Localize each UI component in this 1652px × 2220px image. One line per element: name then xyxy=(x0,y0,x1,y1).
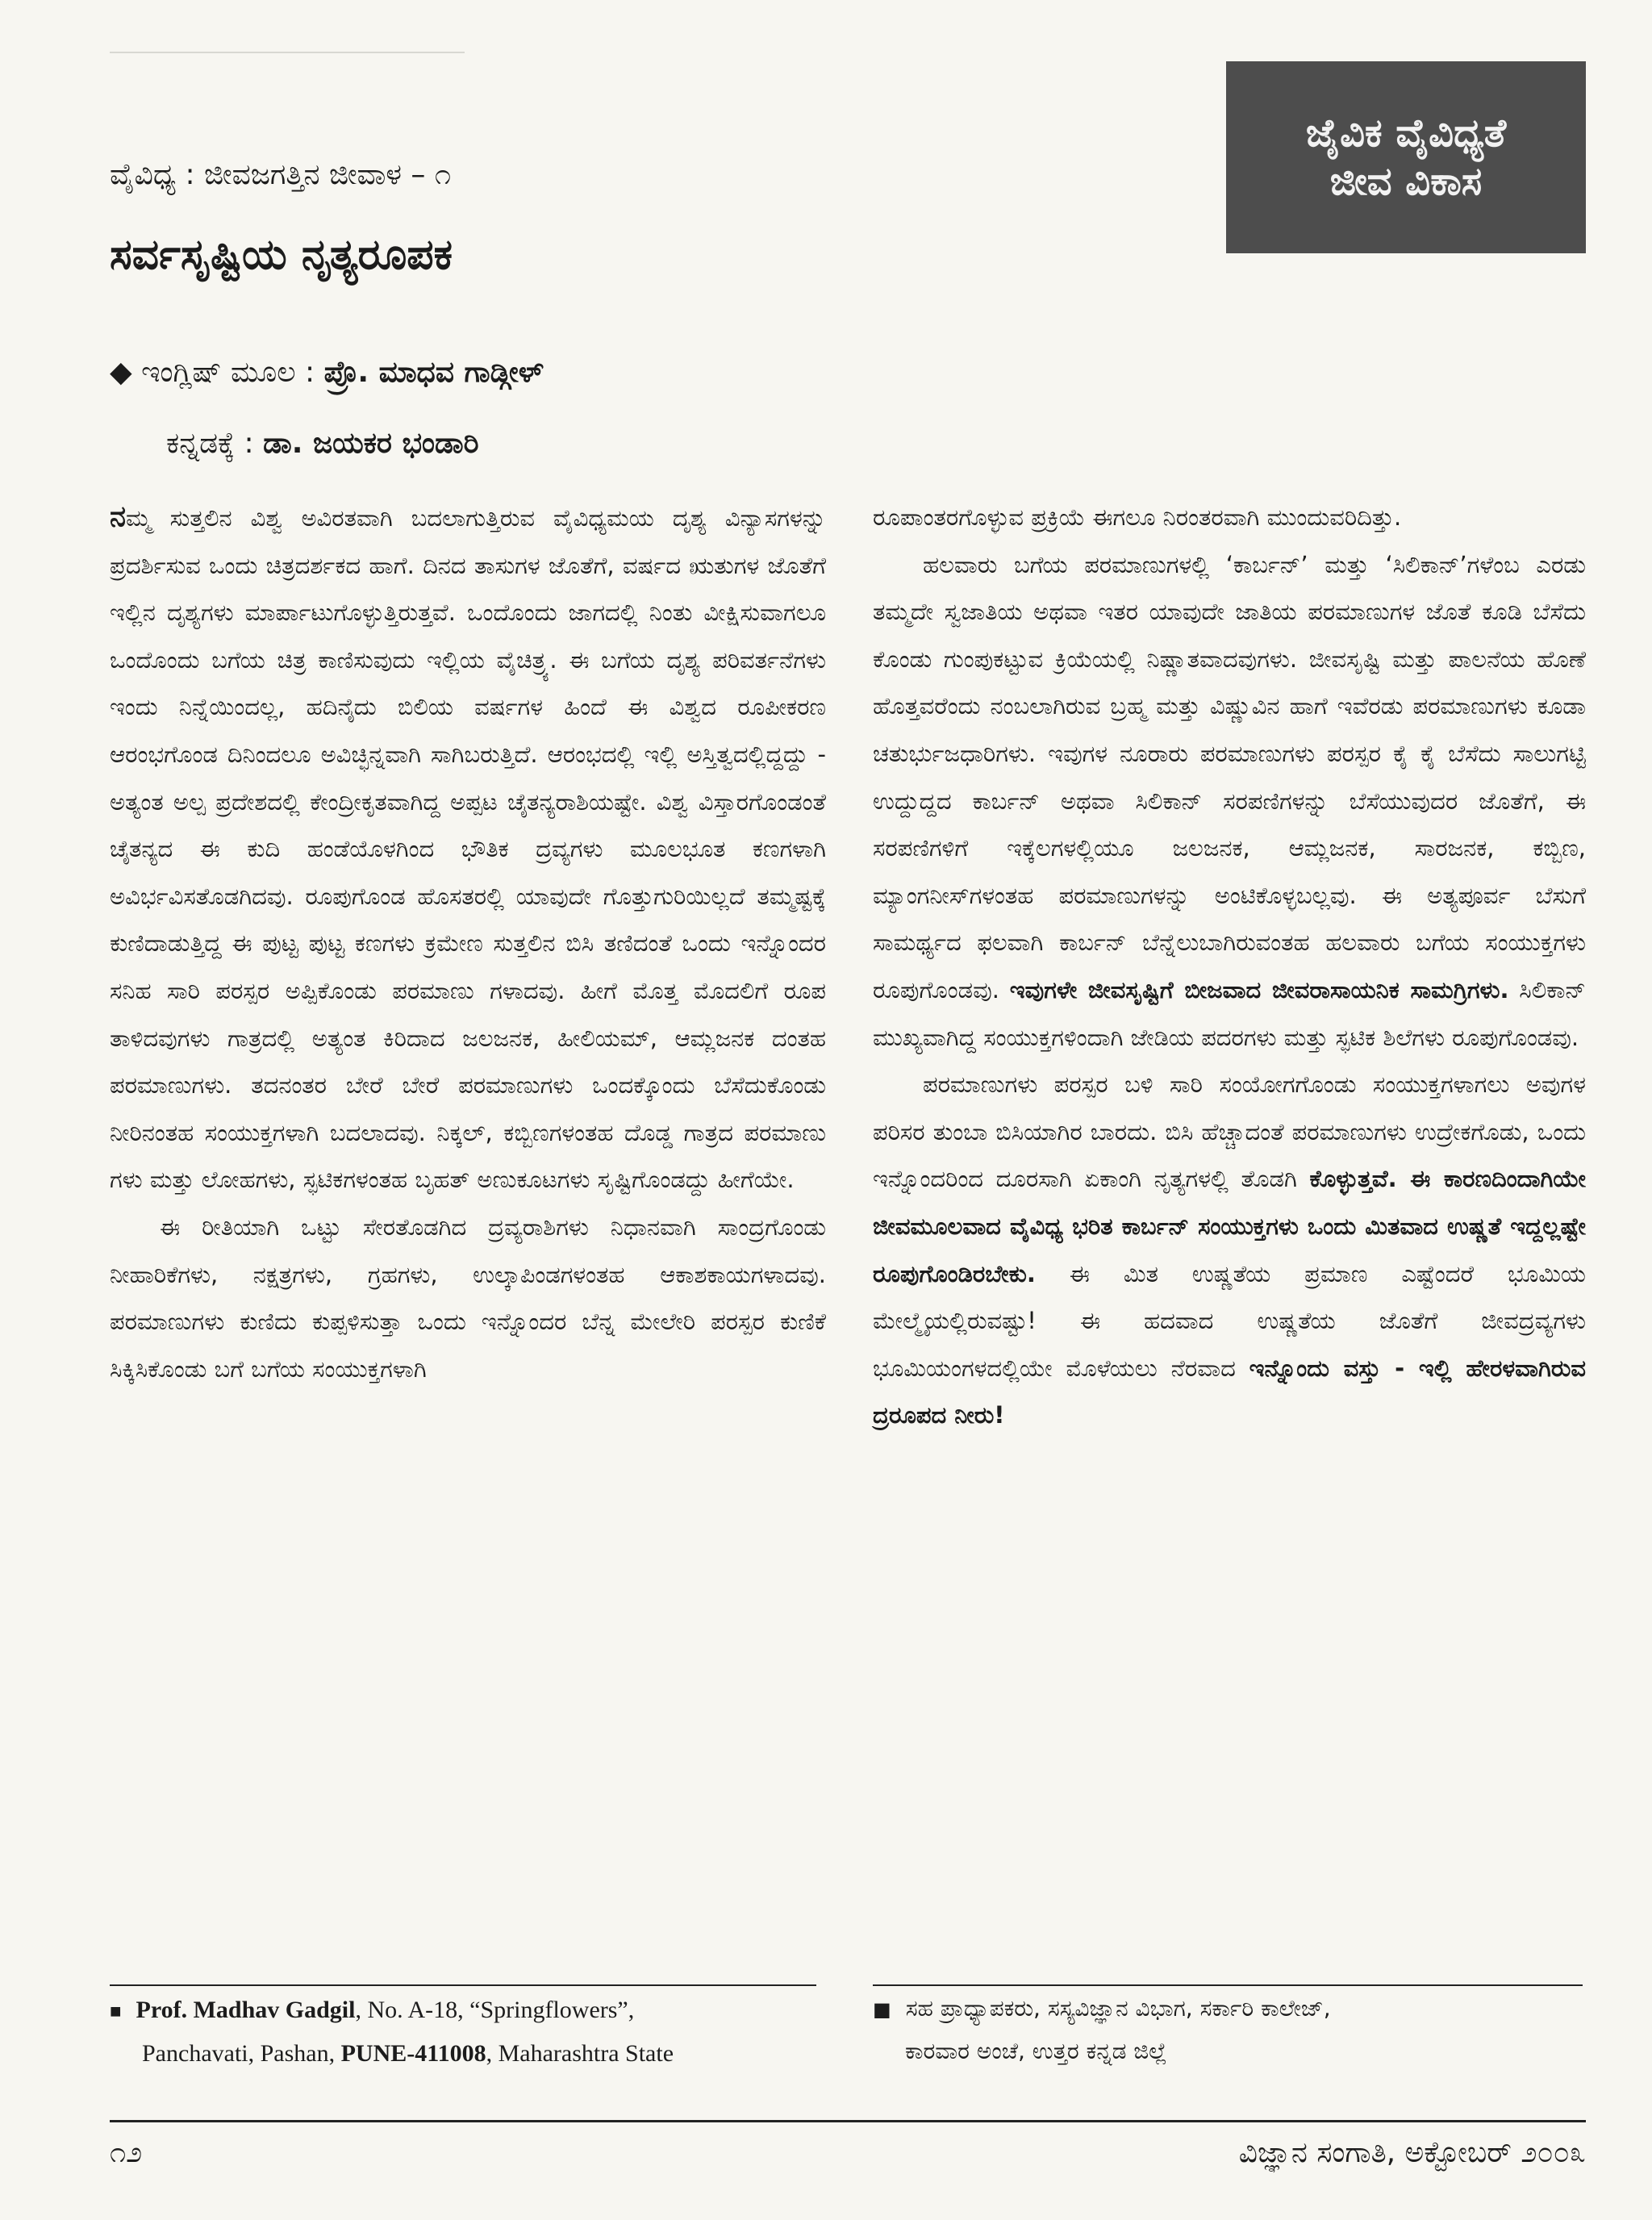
square-bullet-icon: ■ xyxy=(110,2001,122,2022)
paragraph-text: ಹಲವಾರು ಬಗೆಯ ಪರಮಾಣುಗಳಲ್ಲಿ ‘ಕಾರ್ಬನ್’ ಮತ್ತು ‘ಸಿಲಿಕಾನ್’ಗಳೆಂಬ ಎರಡು ತಮ್ಮದೇ ಸ್ವಜಾತಿಯ ಅಥವಾ ಇತರ ಯಾವುದೇ ಜಾತಿಯ ಪರಮಾಣುಗಳ ಜೊತೆ ಕೂಡಿ ಬೆಸೆದು ಕೊಂಡು ಗುಂಪುಕಟ್ಟುವ ಕ್ರಿಯೆಯಲ್ಲಿ ನಿಷ್ಣಾತವಾದವುಗಳು. ಜೀವಸೃಷ್ಟಿ ಮತ್ತು ಪಾಲನೆಯ ಹೊಣೆ ಹೊತ್ತವರೆಂದು ನಂಬಲಾಗಿರುವ ಬ್ರಹ್ಮ ಮತ್ತು ವಿಷ್ಣುವಿನ ಹಾಗೆ ಇವೆರಡು ಪರಮಾಣುಗಳು ಕೂಡಾ ಚತುರ್ಭುಜಧಾರಿಗಳು. ಇವುಗಳ ನೂರಾರು ಪರಮಾಣುಗಳು ಪರಸ್ಪರ ಕೈ ಕೈ ಬೆಸೆದು ಸಾಲುಗಟ್ಟಿ ಉದ್ದುದ್ದದ ಕಾರ್ಬನ್ ಅಥವಾ ಸಿಲಿಕಾನ್ ಸರಪಣಿಗಳನ್ನು ಬೆಸೆಯುವುದರ ಜೊತೆಗೆ, ಈ ಸರಪಣಿಗಳಿಗೆ ಇಕ್ಕೆಲಗಳಲ್ಲಿಯೂ ಜಲಜನಕ, ಆಮ್ಲಜನಕ, ಸಾರಜನಕ, ಕಬ್ಬಿಣ, ಮ್ಯಾಂಗನೀಸ್‌ಗಳಂತಹ ಪರಮಾಣುಗಳನ್ನು ಅಂಟಿಕೊಳ್ಳಬಲ್ಲವು. ಈ ಅತ್ಯಪೂರ್ವ ಬೆಸುಗೆ ಸಾಮರ್ಥ್ಯದ ಫಲವಾಗಿ ಕಾರ್ಬನ್ ಬೆನ್ನೆಲುಬಾಗಿರುವಂತಹ ಹಲವಾರು ಬಗೆಯ ಸಂಯುಕ್ತಗಳು ರೂಪುಗೊಂಡವು. xyxy=(873,550,1586,1004)
english-author-row xyxy=(110,337,544,408)
page-number: ೧೨ xyxy=(110,2136,143,2169)
author-credits xyxy=(110,337,544,479)
drop-cap: ನ xyxy=(110,500,127,533)
badge-line-2: ಜೀವ ವಿಕಾಸ xyxy=(1329,159,1483,204)
paragraph xyxy=(873,541,1586,1062)
left-column xyxy=(110,494,826,1392)
paragraph xyxy=(110,494,826,1204)
footnote-text: Panchavati, Pashan, xyxy=(142,2040,341,2067)
paragraph: ಈ ರೀತಿಯಾಗಿ ಒಟ್ಟು ಸೇರತೊಡಗಿದ ದ್ರವ್ಯರಾಶಿಗಳು ನಿಧಾನವಾಗಿ ಸಾಂದ್ರಗೊಂಡು ನೀಹಾರಿಕೆಗಳು, ನಕ್ಷತ್ರಗಳು, ಗ್ರಹಗಳು, ಉಲ್ಕಾಪಿಂಡಗಳಂತಹ ಆಕಾಶಕಾಯಗಳಾದವು. ಪರಮಾಣುಗಳು ಕುಣಿದು ಕುಪ್ಪಳಿಸುತ್ತಾ ಒಂದು ಇನ್ನೊಂದರ ಬೆನ್ನ ಮೇಲೇರಿ ಪರಸ್ಪರ ಕುಣಿಕೆ ಸಿಕ್ಕಿಸಿಕೊಂಡು ಬಗೆ ಬಗೆಯ ಸಂಯುಕ್ತಗಳಾಗಿ xyxy=(110,1212,826,1383)
badge-line-1: ಜೈವಿಕ ವೈವಿಧ್ಯತೆ xyxy=(1305,111,1507,156)
publication-info: ವಿಜ್ಞಾನ ಸಂಗಾತಿ, ಅಕ್ಟೋಬರ್ ೨೦೦೩ xyxy=(1238,2136,1586,2169)
square-bullet-icon: ■ xyxy=(873,1998,891,2021)
footnote-text: , No. A-18, “Springflowers”, xyxy=(355,1997,635,2023)
section-badge xyxy=(1226,61,1586,253)
paragraph-text: ಪರಮಾಣುಗಳು ಪರಸ್ಪರ ಬಳಿ ಸಾರಿ ಸಂಯೋಗಗೊಂಡು ಸಂಯುಕ್ತಗಳಾಗಲು ಅವುಗಳ ಪರಿಸರ ತುಂಬಾ ಬಿಸಿಯಾಗಿರ ಬಾರದು. ಬಿಸಿ ಹೆಚ್ಚಾದಂತೆ ಪರಮಾಣುಗಳು ಉದ್ರೇಕಗೊಡು, ಒಂದು ಇನ್ನೊಂದರಿಂದ ದೂರಸಾಗಿ ಏಕಾಂಗಿ ನೃತ್ಯಗಳಲ್ಲಿ ತೊಡಗಿ xyxy=(873,1070,1586,1193)
footnote-text: , Maharashtra State xyxy=(486,2040,674,2067)
kannada-translator-prefix: ಕನ್ನಡಕ್ಕೆ : xyxy=(166,427,254,460)
paragraph-text: ಮ್ಮ ಸುತ್ತಲಿನ ವಿಶ್ವ ಅವಿರತವಾಗಿ ಬದಲಾಗುತ್ತಿರುವ ವೈವಿಧ್ಯಮಯ ದೃಶ್ಯ ವಿನ್ಯಾಸಗಳನ್ನು ಪ್ರದರ್ಶಿಸುವ ಒಂದು ಚಿತ್ರದರ್ಶಕದ ಹಾಗೆ. ದಿನದ ತಾಸುಗಳ ಜೊತೆಗೆ, ವರ್ಷದ ಋತುಗಳ ಜೊತೆಗೆ ಇಲ್ಲಿನ ದೃಶ್ಯಗಳು ಮಾರ್ಪಾಟುಗೊಳ್ಳುತ್ತಿರುತ್ತವೆ. ಒಂದೊಂದು ಜಾಗದಲ್ಲಿ ನಿಂತು ವೀಕ್ಷಿಸುವಾಗಲೂ ಒಂದೊಂದು ಬಗೆಯ ಚಿತ್ರ ಕಾಣಿಸುವುದು ಇಲ್ಲಿಯ ವೈಚಿತ್ರ್ಯ. ಈ ಬಗೆಯ ದೃಶ್ಯ ಪರಿವರ್ತನೆಗಳು ಇಂದು ನಿನ್ನೆಯಿಂದಲ್ಲ, ಹದಿನೈದು ಬಿಲಿಯ ವರ್ಷಗಳ ಹಿಂದೆ ಈ ವಿಶ್ವದ ರೂಪೀಕರಣ ಆರಂಭಗೊಂಡ ದಿನಿಂದಲೂ ಅವಿಚ್ಛಿನ್ನವಾಗಿ ಸಾಗಿಬರುತ್ತಿದೆ. ಆರಂಭದಲ್ಲಿ ಇಲ್ಲಿ ಅಸ್ತಿತ್ವದಲ್ಲಿದ್ದದ್ದು - ಅತ್ಯಂತ ಅಲ್ಪ ಪ್ರದೇಶದಲ್ಲಿ ಕೇಂದ್ರೀಕೃತವಾಗಿದ್ದ ಅಪ್ಪಟ ಚೈತನ್ಯರಾಶಿಯಷ್ಟೇ. ವಿಶ್ವ ವಿಸ್ತಾರಗೊಂಡಂತೆ ಚೈತನ್ಯದ ಈ ಕುದಿ ಹಂಡೆಯೊಳಗಿಂದ ಭೌತಿಕ ದ್ರವ್ಯಗಳು ಮೂಲಭೂತ ಕಣಗಳಾಗಿ ಅವಿರ್ಭವಿಸತೊಡಗಿದವು. ರೂಪುಗೊಂಡ ಹೊಸತರಲ್ಲಿ ಯಾವುದೇ ಗೊತ್ತುಗುರಿಯಿಲ್ಲದೆ ತಮ್ಮಷ್ಟಕ್ಕೆ ಕುಣಿದಾಡುತ್ತಿದ್ದ ಈ ಪುಟ್ಟ ಪುಟ್ಟ ಕಣಗಳು ಕ್ರಮೇಣ ಸುತ್ತಲಿನ ಬಿಸಿ ತಣಿದಂತೆ ಒಂದು ಇನ್ನೊಂದರ ಸನಿಹ ಸಾರಿ ಪರಸ್ಪರ ಅಪ್ಪಿಕೊಂಡು ಪರಮಾಣು ಗಳಾದವು. ಹೀಗೆ ಮೊತ್ತ ಮೊದಲಿಗೆ ರೂಪ ತಾಳಿದವುಗಳು ಗಾತ್ರದಲ್ಲಿ ಅತ್ಯಂತ ಕಿರಿದಾದ ಜಲಜನಕ, ಹೀಲಿಯಮ್, ಆಮ್ಲಜನಕ ದಂತಹ ಪರಮಾಣುಗಳು. ತದನಂತರ ಬೇರೆ ಬೇರೆ ಪರಮಾಣುಗಳು ಒಂದಕ್ಕೊಂದು ಬೆಸೆದುಕೊಂಡು ನೀರಿನಂತಹ ಸಂಯುಕ್ತಗಳಾಗಿ ಬದಲಾದವು. ನಿಕ್ಕಲ್, ಕಬ್ಬಿಣಗಳಂತಹ ದೊಡ್ಡ ಗಾತ್ರದ ಪರಮಾಣು ಗಳು ಮತ್ತು ಲೋಹಗಳು, ಸ್ಫಟಿಕಗಳಂತಹ ಬೃಹತ್ ಅಣುಕೂಟಗಳು ಸೃಷ್ಟಿಗೊಂಡದ್ದು ಹೀಗೆಯೇ. xyxy=(110,504,826,1194)
footnote-author-name: Prof. Madhav Gadgil xyxy=(136,1997,356,2023)
bold-text: ಇನ್ನೊಂದು ವಸ್ತು - ಇಲ್ಲಿ ಹೇರಳವಾಗಿರುವ ದ್ರರೂಪದ ನೀರು! xyxy=(873,1354,1586,1429)
paragraph-text: ಈ ಮಿತ ಉಷ್ಣತೆಯ ಪ್ರಮಾಣ ಎಷ್ಟೆಂದರೆ ಭೂಮಿಯ ಮೇಲ್ಮೈಯಲ್ಲಿರುವಷ್ಟು! ಈ ಹದವಾದ ಉಷ್ಣತೆಯ ಜೊತೆಗೆ ಜೀವದ್ರವ್ಯಗಳು ಭೂಮಿಯಂಗಳದಲ್ಲಿಯೇ ಮೊಳೆಯಲು ನೆರವಾದ xyxy=(873,1259,1586,1382)
kannada-translator-name: ಡಾ. ಜಯಕರ ಭಂಡಾರಿ xyxy=(263,427,479,460)
paragraph-text: ಸಿಲಿಕಾನ್ ಮುಖ್ಯವಾಗಿದ್ದ ಸಂಯುಕ್ತಗಳಿಂದಾಗಿ ಜೇಡಿಯ ಪದರಗಳು ಮತ್ತು ಸ್ಫಟಿಕ ಶಿಲೆಗಳು ರೂಪುಗೊಂಡವು. xyxy=(873,975,1586,1051)
footnote-kannada xyxy=(873,1988,1583,2072)
bold-text: ಇವುಗಳೇ ಜೀವಸೃಷ್ಟಿಗೆ ಬೀಜವಾದ ಜೀವರಾಸಾಯನಿಕ ಸಾಮಗ್ರಿಗಳು. xyxy=(1009,975,1509,1004)
footnote-text: ಕಾರವಾರ ಅಂಚೆ, ಉತ್ತರ ಕನ್ನಡ ಜಿಲ್ಲೆ xyxy=(905,2038,1167,2064)
footnote-pincode: PUNE-411008 xyxy=(340,2040,486,2067)
series-label: ವೈವಿಧ್ಯ : ಜೀವಜಗತ್ತಿನ ಜೀವಾಳ – ೧ xyxy=(110,158,451,191)
bold-text: ಕೊಳ್ಳುತ್ತವೆ. ಈ ಕಾರಣದಿಂದಾಗಿಯೇ ಜೀವಮೂಲವಾದ ವೈವಿಧ್ಯ ಭರಿತ ಕಾರ್ಬನ್ ಸಂಯುಕ್ತಗಳು ಒಂದು ಮಿತವಾದ ಉಷ್ಣತೆ ಇದ್ದಲ್ಲಷ್ಟೇ ರೂಪುಗೊಂಡಿರಬೇಕು. xyxy=(873,1165,1586,1287)
right-column xyxy=(873,494,1586,1439)
footnote-english xyxy=(110,1989,836,2075)
english-author-prefix: ◆ ಇಂಗ್ಲಿಷ್ ಮೂಲ : xyxy=(110,356,315,389)
paragraph: ರೂಪಾಂತರಗೊಳ್ಳುವ ಪ್ರಕ್ರಿಯೆ ಈಗಲೂ ನಿರಂತರವಾಗಿ ಮುಂದುವರಿದಿತ್ತು. xyxy=(873,503,1402,531)
paragraph xyxy=(873,1061,1586,1439)
footer-rule xyxy=(110,2120,1586,2122)
footnote-text: ಸಹ ಪ್ರಾಧ್ಯಾಪಕರು, ಸಸ್ಯವಿಜ್ಞಾನ ವಿಭಾಗ, ಸರ್ಕಾರಿ ಕಾಲೇಜ್, xyxy=(905,1995,1331,2022)
english-author-name: ಪ್ರೊ. ಮಾಧವ ಗಾಡ್ಗೀಳ್ xyxy=(323,356,544,389)
footnote-rule-left xyxy=(110,1984,816,1986)
top-rule xyxy=(110,52,465,53)
footnote-rule-right xyxy=(873,1984,1583,1986)
kannada-translator-row xyxy=(110,408,544,479)
article-title: ಸರ್ವಸೃಷ್ಟಿಯ ನೃತ್ಯರೂಪಕ xyxy=(110,231,453,279)
